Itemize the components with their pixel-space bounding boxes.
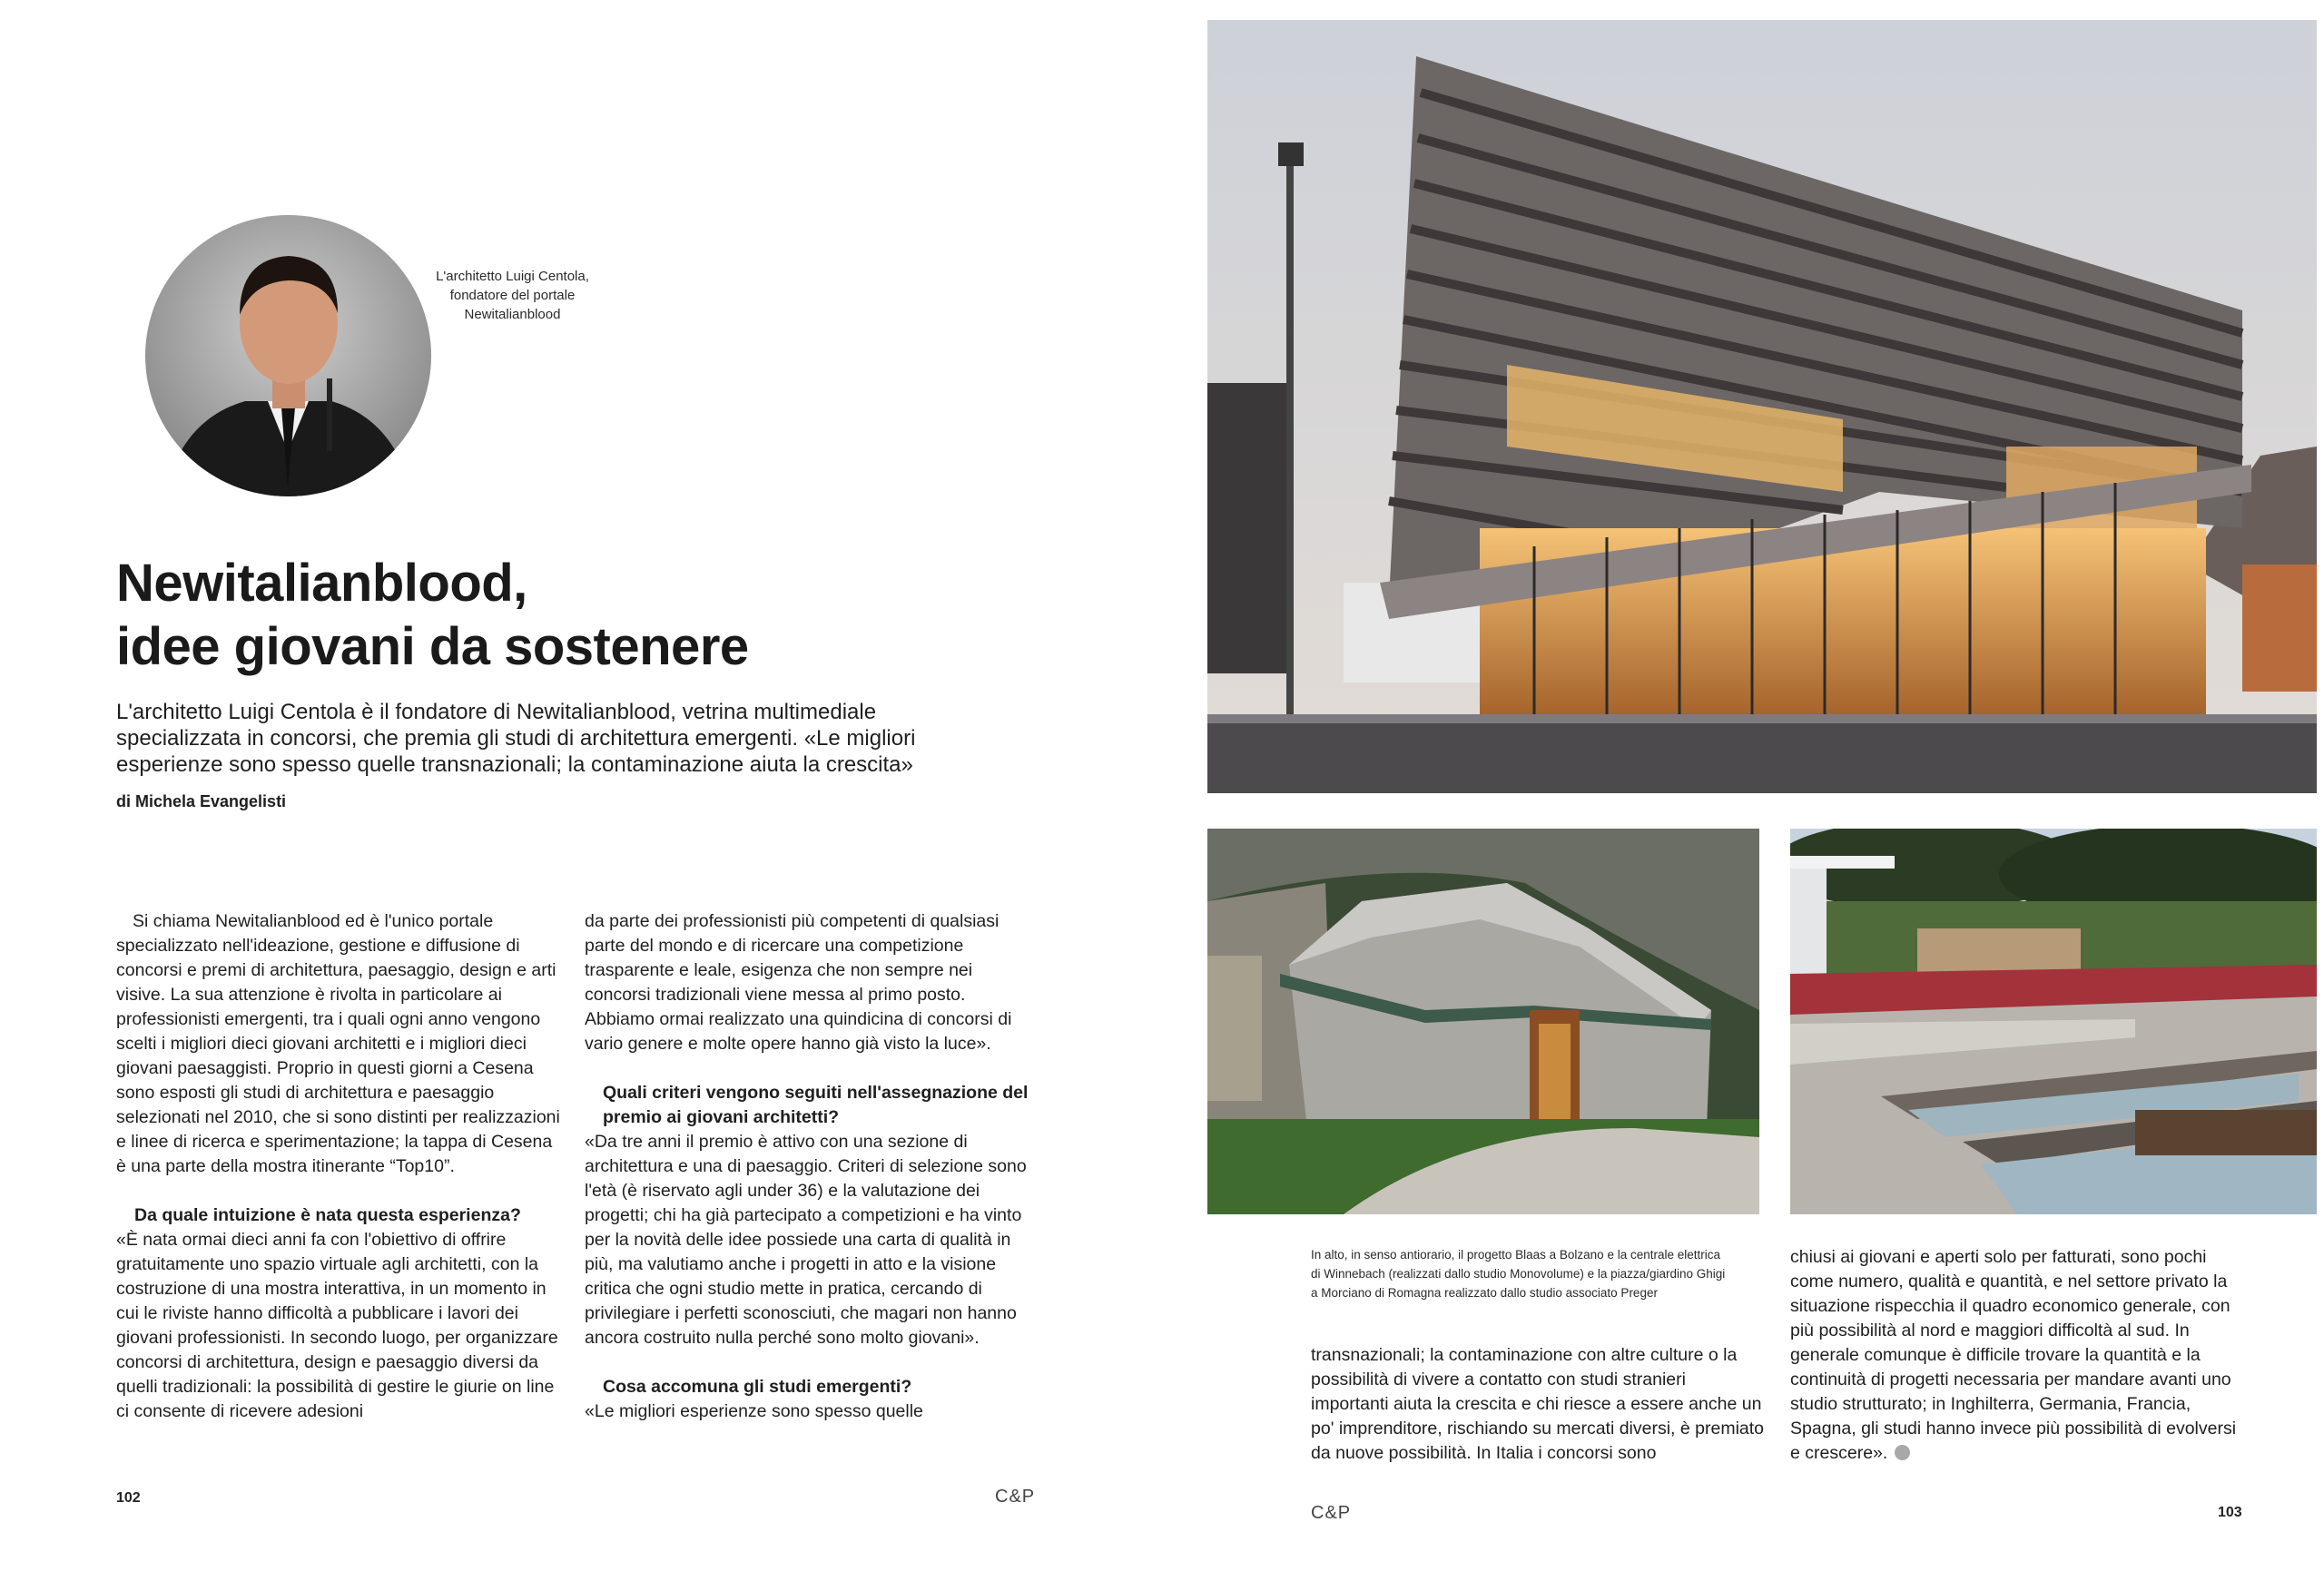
portrait-caption-line: L'architetto Luigi Centola, — [436, 269, 589, 284]
end-of-article-dot-icon — [1895, 1445, 1910, 1460]
page-number-left: 102 — [116, 1490, 141, 1506]
interview-question: Da quale intuizione è nata questa esperienza? — [134, 1205, 521, 1225]
paragraph: Si chiama Newitalianblood ed è l'unico portale specializzato nell'ideazione, gestione e diffusione di concorsi e premi di architettura, paesaggio, design e arti visive. La sua attenzione è rivolta in particolare ai professionisti emergenti, tra i quali ogni anno vengono scelti i migliori dieci giovani architetti e i migliori dieci giovani paesaggisti. Proprio in questi giorni a Cesena sono esposti gli studi di architettura e paesaggio selezionati nel 2010, che si sono distinti per realizzazioni e linee di ricerca e sperimentazione; la tappa di Cesena è una parte della mostra itinerante “Top10”. — [116, 911, 560, 1176]
interview-question: Cosa accomuna gli studi emergenti? — [603, 1377, 912, 1397]
headline-line: Newitalianblood, — [116, 554, 527, 613]
portrait-caption-line: fondatore del portale — [449, 288, 576, 303]
photo-caption — [1311, 1245, 1783, 1302]
article-byline: di Michela Evangelisti — [116, 792, 287, 810]
interview-question: Quali criteri vengono seguiti nell'assegnazione del premio ai giovani architetti? — [603, 1083, 1029, 1127]
paragraph: «Le migliori esperienze sono spesso quelle — [585, 1401, 923, 1421]
magazine-brand-left: C&P — [995, 1487, 1036, 1507]
photo-caption-line: a Morciano di Romagna realizzato dallo studio associato Preger — [1311, 1286, 1658, 1300]
page-number-right: 103 — [2218, 1505, 2242, 1520]
paragraph: «È nata ormai dieci anni fa con l'obiettivo di offrire gratuitamente uno spazio virtuale agli architetti, con la costruzione di una mostra interattiva, in un momento in cui le riviste hanno difficoltà a pubblicare i lavori dei giovani professionisti. In secondo luogo, per organizzare concorsi di architettura, design e paesaggio diversi da quelli tradizionali: la possibilità di gestire le giurie on line ci consente di ricevere adesioni — [116, 1230, 558, 1421]
paragraph: da parte dei professionisti più competenti di qualsiasi parte del mondo e di ricercare una competizione trasparente e leale, esigenza che non sempre nei concorsi tradizionali viene messa al primo posto. Abbiamo ormai realizzato una quindicina di concorsi di vario genere e molte opere hanno già visto la luce». — [585, 911, 1012, 1054]
paragraph: «Da tre anni il premio è attivo con una sezione di architettura e una di paesaggio. Criteri di selezione sono l'età (è riservato agli under 36) e la valutazione dei progetti; chi ha già partecipato a competizioni e ha vinto per la novità delle idee possiede una carta di qualità in più, ma valutiamo anche i progetti in atto e la visione critica che ogni studio mette in pratica, cercando di privilegiare i perfetti sconosciuti, che magari non hanno ancora costruito nulla perché sono molto giovani». — [585, 1132, 1027, 1348]
portrait-caption — [428, 267, 596, 324]
paragraph — [1790, 1245, 2244, 1466]
photo-caption-line: In alto, in senso antiorario, il progetto Blaas a Bolzano e la centrale elettrica — [1311, 1248, 1721, 1262]
headline-line: idee giovani da sostenere — [116, 617, 749, 676]
text-column-1 — [116, 909, 561, 1424]
photo-blaas-building — [1207, 20, 2317, 793]
paragraph-text: chiusi ai giovani e aperti solo per fatturati, sono pochi come numero, qualità e quantità, e nel settore privato la situazione rispecchia il quadro economico generale, con più possibilità al nord e maggiori difficoltà al sud. In generale comunque è difficile trovare la quantità e la continuità di progetti necessaria per mandare avanti uno studio strutturato; in Inghilterra, Germania, Francia, Spagna, gli studi hanno invece più possibilità di evolversi e crescere». — [1790, 1247, 2237, 1463]
portrait-caption-line: Newitalianblood — [464, 307, 561, 322]
article-headline — [116, 552, 1024, 679]
photo-caption-line: di Winnebach (realizzati dallo studio Monovolume) e la piazza/giardino Ghigi — [1311, 1267, 1726, 1281]
text-column-2 — [585, 909, 1029, 1424]
text-column-3 — [1311, 1343, 1765, 1466]
magazine-brand-right: C&P — [1311, 1503, 1352, 1523]
photo-winnebach-power-station — [1207, 829, 1759, 1214]
article-deck: L'architetto Luigi Centola è il fondatore di Newitalianblood, vetrina multimediale specializzata in concorsi, che premia gli studi di architettura emergenti. «Le migliori esperienze sono spesso quelle transnazionali; la contaminazione aiuta la crescita» — [116, 700, 916, 777]
paragraph: transnazionali; la contaminazione con altre culture o la possibilità di vivere a contatto con studi stranieri importanti aiuta la crescita e chi riesce a essere anche un po' imprenditore, rischiando su mercati diversi, è premiato da nuove possibilità. In Italia i concorsi sono — [1311, 1345, 1765, 1463]
portrait-luigi-centola — [145, 215, 431, 496]
photo-piazza-giardino-ghigi — [1790, 829, 2317, 1214]
text-column-4 — [1790, 1245, 2244, 1466]
